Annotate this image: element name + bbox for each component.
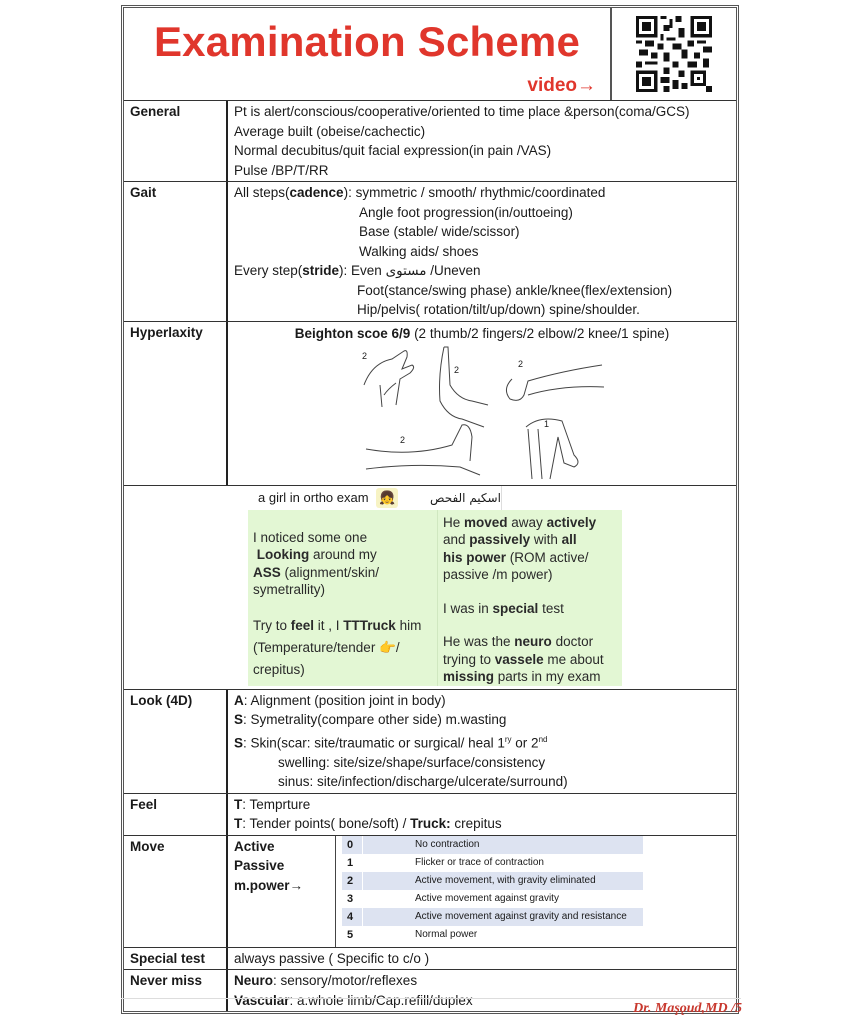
text: passively bbox=[469, 532, 531, 547]
text: or 2 bbox=[511, 735, 539, 750]
special-test-content: always passive ( Specific to c/o ) bbox=[234, 950, 430, 966]
scale-row bbox=[342, 926, 643, 944]
text: his power bbox=[443, 549, 507, 565]
text: feel bbox=[290, 617, 315, 633]
grade-desc: Active movement, with gravity eliminated bbox=[362, 872, 596, 890]
move-row bbox=[124, 835, 736, 947]
text: : a.whole limb/Cap.refill/duplex bbox=[289, 992, 473, 1008]
text: ): Even مستوى /Uneven bbox=[339, 263, 481, 278]
text bbox=[443, 514, 616, 532]
gait-every-step bbox=[234, 261, 730, 281]
text: : Symetrality(compare other side) m.wasting bbox=[243, 712, 507, 727]
header-row bbox=[124, 8, 736, 100]
text bbox=[443, 549, 616, 567]
grade-desc: Active movement against gravity bbox=[362, 890, 559, 908]
general-line: Pulse /BP/T/RR bbox=[234, 162, 329, 178]
feel-content bbox=[228, 794, 736, 835]
text: and bbox=[443, 532, 470, 547]
text: missing bbox=[443, 669, 495, 684]
move-types bbox=[228, 836, 336, 947]
mnemonic-card bbox=[248, 486, 622, 686]
look-alignment bbox=[234, 691, 730, 711]
general-line: Normal decubitus/quit facial expression(in pain /VAS) bbox=[234, 143, 552, 158]
text: nd bbox=[538, 734, 548, 744]
text: him bbox=[395, 617, 422, 633]
text: Truck: bbox=[410, 816, 451, 831]
figure-label: 2 bbox=[454, 365, 460, 375]
cadence-term: cadence bbox=[289, 185, 344, 200]
text: (ROM active/ bbox=[506, 549, 589, 565]
text: (Temperature/tender 👉/ bbox=[253, 639, 400, 655]
text bbox=[443, 633, 616, 651]
mrc-power-scale bbox=[342, 836, 643, 944]
scale-row bbox=[342, 836, 643, 854]
gait-line: Hip/pelvis( rotation/tilt/up/down) spine/shoulder. bbox=[357, 302, 640, 317]
mnemonic-left-column bbox=[248, 510, 438, 686]
hyperlaxity-content bbox=[228, 322, 736, 485]
grade: 4 bbox=[347, 910, 354, 923]
text: Try to bbox=[253, 617, 291, 633]
move-passive: Passive bbox=[234, 858, 285, 873]
text bbox=[443, 668, 616, 686]
text: He bbox=[443, 514, 465, 530]
beighton-illustration bbox=[352, 345, 632, 483]
never-miss-label: Never miss bbox=[124, 970, 228, 1011]
special-test-row bbox=[124, 947, 736, 970]
scale-row bbox=[342, 890, 643, 908]
mnemonic-header bbox=[248, 486, 622, 510]
text: Vascular bbox=[234, 992, 290, 1008]
video-link[interactable]: video→ bbox=[527, 75, 596, 96]
text: vassele bbox=[494, 651, 544, 667]
author-signature: Dr. Maşǫud,MD /5 bbox=[633, 1001, 742, 1016]
figure-label: 1 bbox=[544, 419, 550, 429]
grade-desc: No contraction bbox=[362, 836, 479, 854]
beighton-score: Beighton scoe 6/9 bbox=[294, 325, 411, 341]
text: TTTruck bbox=[343, 617, 396, 633]
text bbox=[253, 564, 431, 582]
move-active: Active bbox=[234, 838, 275, 854]
text: A bbox=[234, 692, 244, 708]
feel-tender bbox=[234, 814, 730, 834]
general-row bbox=[124, 100, 736, 181]
text: : Tender points( bone/soft) / bbox=[242, 816, 411, 831]
figure-label: 2 bbox=[362, 351, 368, 361]
grade: 0 bbox=[347, 838, 354, 851]
look-skin bbox=[234, 730, 730, 753]
figure-label: 2 bbox=[518, 359, 524, 369]
text: T bbox=[234, 796, 243, 812]
arabic-title: اسكيم الفحص bbox=[430, 490, 501, 505]
text: me about bbox=[543, 651, 604, 667]
text: Looking bbox=[256, 547, 310, 562]
text bbox=[443, 531, 616, 549]
text: it , I bbox=[314, 617, 344, 633]
mnemonic-body bbox=[248, 510, 622, 686]
spacer bbox=[501, 486, 622, 510]
look-row bbox=[124, 689, 736, 793]
text: : Alignment (position joint in body) bbox=[243, 692, 446, 708]
text: All steps( bbox=[234, 185, 290, 200]
gait-line: Foot(stance/swing phase) ankle/knee(flex/extension) bbox=[357, 282, 673, 298]
move-label: Move bbox=[124, 836, 228, 947]
general-line: Average built (obeise/cachectic) bbox=[234, 123, 426, 139]
text: crepitus bbox=[450, 816, 502, 831]
stride-term: stride bbox=[302, 263, 340, 278]
feel-row bbox=[124, 793, 736, 835]
text: I was in bbox=[443, 600, 493, 616]
text: ry bbox=[504, 734, 512, 744]
joint-hypermobility-drawing-icon bbox=[352, 345, 632, 483]
text bbox=[443, 651, 616, 669]
look-swelling: swelling: site/size/shape/surface/consistency bbox=[278, 754, 546, 770]
scale-row bbox=[342, 908, 643, 926]
text bbox=[253, 546, 431, 564]
grade-desc: Normal power bbox=[362, 926, 477, 944]
text: with bbox=[530, 532, 562, 547]
footer-divider bbox=[121, 998, 741, 999]
hyperlaxity-label: Hyperlaxity bbox=[124, 322, 228, 485]
figure-label: 2 bbox=[400, 435, 406, 445]
grade: 1 bbox=[347, 856, 354, 869]
special-test-label: Special test bbox=[124, 948, 228, 970]
qr-code-icon[interactable] bbox=[636, 16, 712, 92]
text: trying to bbox=[443, 651, 495, 667]
text: He was the bbox=[443, 634, 515, 649]
text: all bbox=[561, 532, 577, 547]
text: test bbox=[538, 600, 564, 616]
look-label: Look (4D) bbox=[124, 690, 228, 793]
text: special bbox=[492, 600, 539, 616]
general-content bbox=[228, 101, 736, 181]
gait-row bbox=[124, 181, 736, 321]
qr-cell[interactable] bbox=[612, 8, 736, 100]
never-miss-neuro bbox=[234, 971, 730, 991]
gait-label: Gait bbox=[124, 182, 228, 321]
text: symetrallity) bbox=[253, 582, 326, 597]
text: passive /m power) bbox=[443, 567, 553, 582]
text bbox=[253, 615, 431, 637]
feel-temperature bbox=[234, 795, 730, 815]
text: T bbox=[234, 816, 243, 831]
grade: 3 bbox=[347, 892, 354, 905]
gait-line: Walking aids/ shoes bbox=[359, 243, 479, 259]
text: S bbox=[234, 735, 244, 750]
text: neuro bbox=[514, 634, 552, 649]
text: away bbox=[507, 514, 547, 530]
text: ): symmetric / smooth/ rhythmic/coordinated bbox=[343, 185, 606, 200]
text: : Skin(scar: site/traumatic or surgical/ heal 1 bbox=[243, 735, 505, 750]
mnemonic-right-column bbox=[438, 510, 622, 686]
text: a girl in ortho exam bbox=[258, 489, 369, 505]
text: around my bbox=[309, 547, 377, 562]
text bbox=[443, 600, 616, 618]
page-title: Examination Scheme bbox=[153, 18, 581, 65]
move-power: m.power→ bbox=[234, 877, 304, 893]
grade: 5 bbox=[347, 928, 354, 941]
grade-desc: Flicker or trace of contraction bbox=[362, 854, 544, 872]
gait-line: Angle foot progression(in/outtoeing) bbox=[359, 204, 573, 220]
look-sinus: sinus: site/infection/discharge/ulcerate/surround) bbox=[278, 774, 568, 789]
gait-all-steps bbox=[234, 183, 730, 203]
feel-label: Feel bbox=[124, 794, 228, 835]
general-line: Pt is alert/conscious/cooperative/oriented to time place &person(coma/GCS) bbox=[234, 104, 690, 119]
gait-line: Base (stable/ wide/scissor) bbox=[359, 224, 520, 239]
grade-desc: Active movement against gravity and resistance bbox=[362, 908, 627, 926]
look-symmetry bbox=[234, 710, 730, 730]
text: moved bbox=[464, 514, 508, 530]
text: : sensory/motor/reflexes bbox=[273, 973, 418, 988]
text: actively bbox=[546, 514, 597, 530]
text: (alignment/skin/ bbox=[280, 564, 380, 580]
title-cell bbox=[124, 8, 612, 100]
scale-row bbox=[342, 872, 643, 890]
text: Every step( bbox=[234, 263, 303, 278]
text: S bbox=[234, 712, 244, 727]
text: parts in my exam bbox=[494, 669, 601, 684]
text: I noticed some one bbox=[253, 529, 368, 545]
beighton-score-title bbox=[234, 324, 730, 344]
grade: 2 bbox=[347, 874, 354, 887]
power-scale-cell bbox=[336, 836, 736, 947]
scale-row bbox=[342, 854, 643, 872]
general-label: General bbox=[124, 101, 228, 181]
gait-content bbox=[228, 182, 736, 321]
beighton-breakdown: (2 thumb/2 fingers/2 elbow/2 knee/1 spine) bbox=[410, 325, 670, 341]
look-content bbox=[228, 690, 736, 793]
text: Neuro bbox=[234, 973, 274, 988]
girl-emoji-icon: 👧 bbox=[376, 488, 398, 508]
hyperlaxity-row bbox=[124, 321, 736, 485]
text: : Temprture bbox=[242, 796, 311, 812]
examination-scheme-table bbox=[121, 5, 739, 1014]
text: ASS bbox=[253, 564, 281, 580]
text: crepitus) bbox=[253, 661, 305, 677]
text: doctor bbox=[551, 634, 594, 649]
mnemonic-row bbox=[124, 485, 736, 689]
mnemonic-title bbox=[248, 488, 420, 508]
